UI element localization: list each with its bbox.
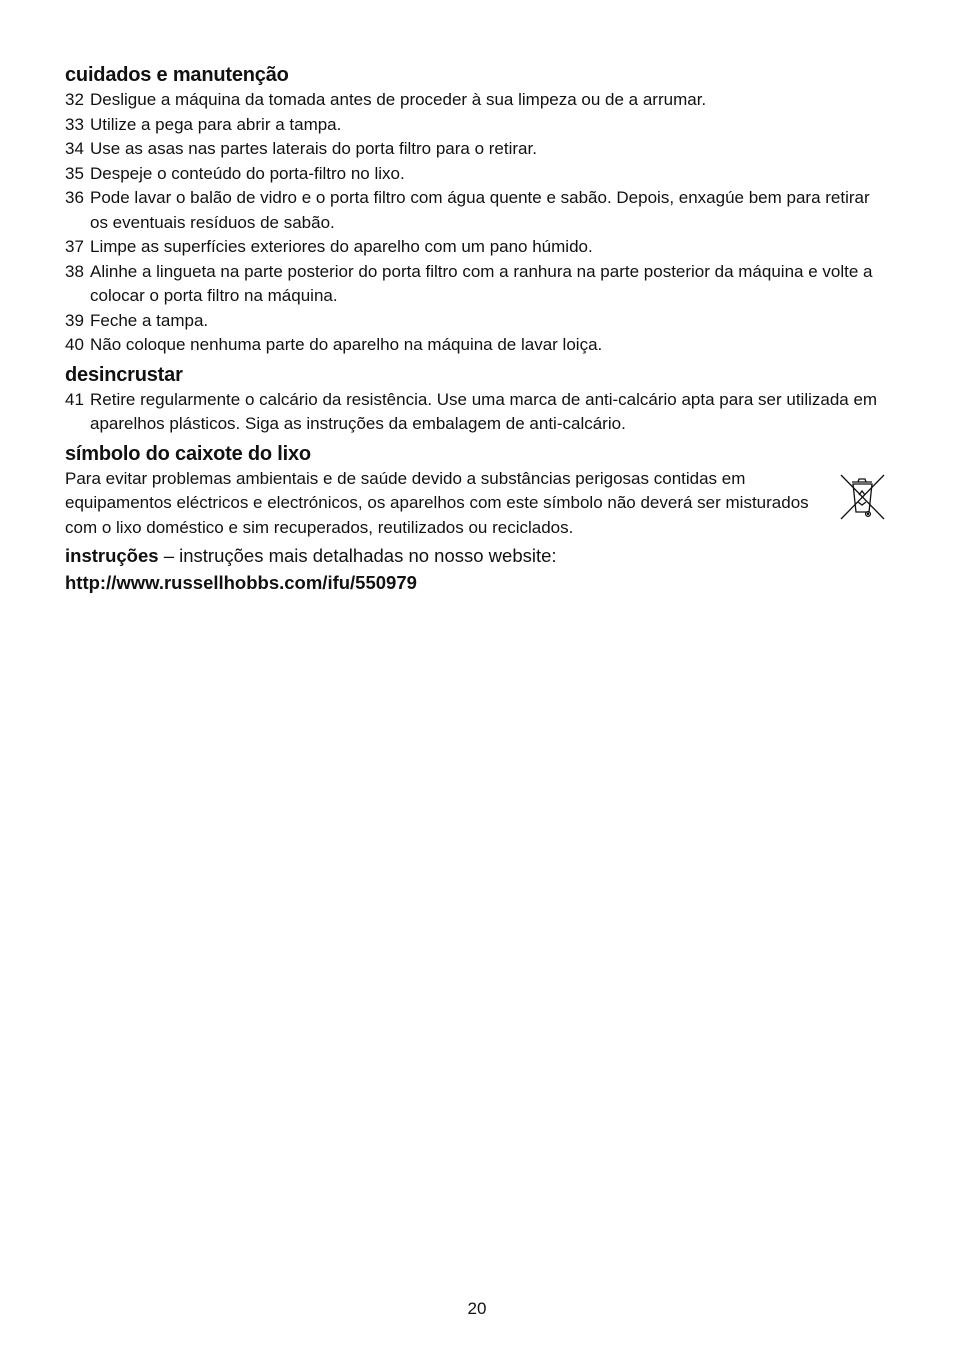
list-item: 37 Limpe as superfícies exteriores do aparelho com um pano húmido. [65,237,593,256]
list-item: 34 Use as asas nas partes laterais do porta filtro para o retirar. [65,139,537,158]
page-number: 20 [467,1299,487,1318]
page-content [65,62,880,596]
list-item: 33 Utilize a pega para abrir a tampa. [65,114,342,134]
website-link[interactable]: http://www.russellhobbs.com/ifu/550979 [65,572,417,593]
section-heading-descale: desincrustar [65,363,183,386]
bin-warning [65,467,880,541]
care-list [65,88,880,358]
list-item: 40 Não coloque nenhuma parte do aparelho na máquina de lavar loiça. [65,335,603,354]
instructions-text: instruções mais detalhadas no nosso website: [179,545,557,566]
instructions-line [65,542,880,569]
instructions-separator: – [158,545,180,566]
list-item: 32 Desligue a máquina da tomada antes de proceder à sua limpeza ou de a arrumar. [65,90,707,109]
list-item: 35 Despeje o conteúdo do porta-filtro no lixo. [65,163,405,183]
crossed-out-wheelie-bin-icon [838,471,888,523]
bin-warning-text: Para evitar problemas ambientais e de saúde devido a substâncias perigosas contidas em equipamentos eléctricos e electrónicos, os aparelhos com este símbolo não deverá ser misturados com o lixo doméstico e sim recuperados, reutilizados ou reciclados. [65,468,809,537]
section-heading-bin: símbolo do caixote do lixo [65,442,311,465]
list-item: 41 Retire regularmente o calcário da resistência. Use uma marca de anti-calcário apta para ser utilizada em aparelhos plásticos. Siga as instruções da embalagem de anti-calcário. [65,389,878,433]
list-item: 36 Pode lavar o balão de vidro e o porta filtro com água quente e sabão. Depois, enxagúe bem para retirar os eventuais resíduos de sabão. [65,188,870,232]
descale-list [65,388,880,437]
instructions-label: instruções [65,545,159,566]
section-heading-care: cuidados e manutenção [65,64,289,86]
list-item: 39 Feche a tampa. [65,310,209,330]
list-item: 38 Alinhe a lingueta na parte posterior do porta filtro com a ranhura na parte posterior da máquina e volte a colocar o porta filtro na máquina. [65,261,873,305]
